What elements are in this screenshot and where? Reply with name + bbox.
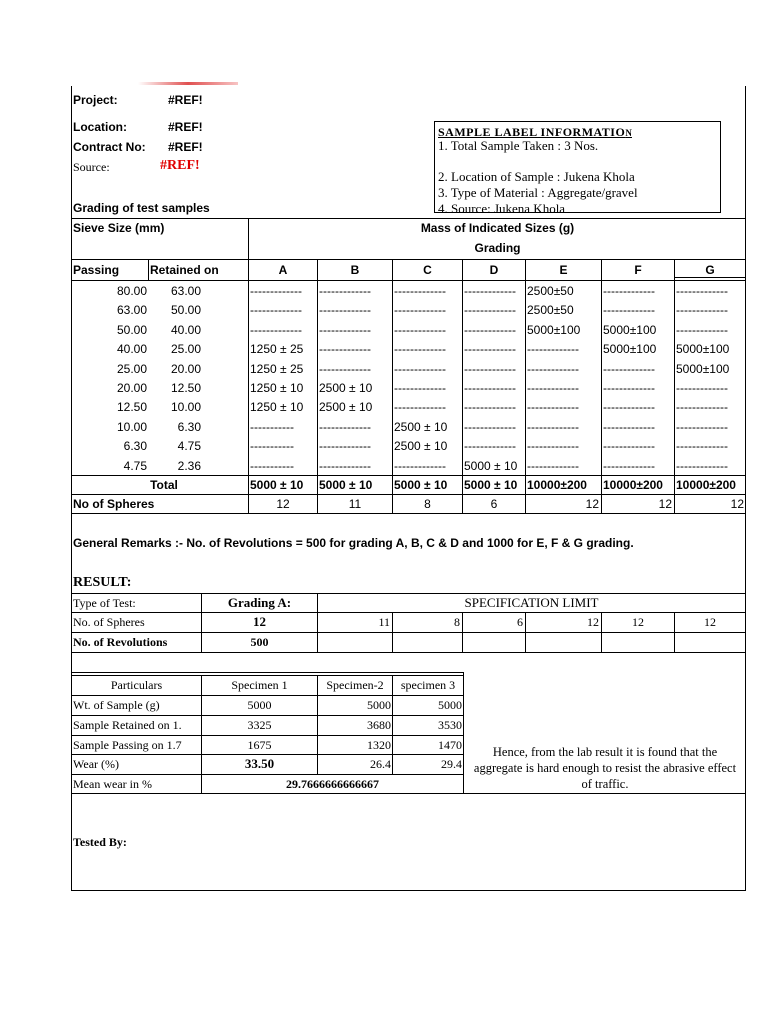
grading-cell-f: ------------- — [603, 400, 655, 415]
sample-label-line4: 4. Source: Jukena Khola — [438, 201, 566, 213]
gt-line-cols — [71, 280, 746, 281]
column-c-header: C — [423, 263, 432, 277]
total-f: 10000±200 — [603, 478, 663, 492]
grading-cell-c: ------------- — [394, 303, 446, 318]
passing-cell: 40.00 — [116, 342, 147, 357]
specimen-1-value: 33.50 — [244, 756, 275, 771]
specification-limit: SPECIFICATION LIMIT — [464, 595, 599, 610]
grading-cell-c: 2500 ± 10 — [394, 419, 448, 434]
sieve-size-header: Sieve Size (mm) — [73, 221, 165, 235]
gt-vline-bc — [392, 259, 393, 513]
retained-cell: 20.00 — [170, 361, 201, 376]
grading-cell-b: ------------- — [319, 303, 371, 318]
grading-cell-g: ------------- — [676, 400, 728, 415]
retained-cell: 63.00 — [170, 284, 201, 298]
column-a-header: A — [278, 263, 288, 277]
total-e: 10000±200 — [527, 478, 587, 492]
grading-cell-e: ------------- — [527, 458, 579, 473]
retained-cell: 4.75 — [177, 439, 201, 454]
grading-cell-b: 2500 ± 10 — [319, 400, 373, 415]
spheres-b: 11 — [348, 497, 362, 511]
retained-cell: 6.30 — [177, 419, 201, 434]
grading-cell-b: ------------- — [319, 322, 371, 337]
general-remarks: General Remarks :- No. of Revolutions = 500 for grading A, B, C & D and 1000 for E, F & G grading. — [73, 536, 634, 550]
gt-vline-ef — [601, 259, 602, 513]
grading-cell-g: ------------- — [676, 458, 728, 473]
grading-cell-d: ------------- — [464, 400, 516, 415]
grading-cell-f: 5000±100 — [603, 322, 657, 337]
grading-cell-b: 2500 ± 10 — [319, 381, 373, 395]
column-b-header: B — [350, 263, 360, 277]
grading-cell-d: ------------- — [464, 439, 516, 454]
spheres-g: 12 — [730, 497, 744, 511]
grading-cell-c: ------------- — [394, 458, 446, 473]
grading-cell-e: ------------- — [527, 342, 579, 357]
particulars-row-label: Wear (%) — [73, 757, 120, 771]
grading-cell-g: 5000±100 — [676, 342, 730, 357]
no-of-revolutions-label: No. of Revolutions — [73, 635, 168, 649]
grading-cell-c: ------------- — [394, 400, 446, 415]
gt-vline-passing — [148, 259, 149, 281]
gt-vline-fg — [674, 259, 675, 513]
retained-cell: 12.50 — [170, 381, 201, 395]
grading-cell-b: ------------- — [319, 458, 371, 473]
grading-cell-d: ------------- — [464, 381, 516, 395]
grading-cell-d: ------------- — [464, 419, 516, 434]
grading-cell-b: ------------- — [319, 439, 371, 454]
column-d-header: D — [489, 263, 499, 277]
grading-cell-d: 5000 ± 10 — [464, 458, 518, 473]
grading-label: Grading — [474, 241, 521, 255]
spec-spheres-c: 8 — [454, 615, 460, 629]
grading-cell-g: ------------- — [676, 322, 728, 337]
frame-bottom — [71, 890, 746, 891]
rs-line-3 — [71, 652, 746, 653]
grading-cell-f: ------------- — [603, 303, 655, 318]
grading-cell-g: 5000±100 — [676, 361, 730, 376]
grading-cell-b: ------------- — [319, 361, 371, 376]
result-heading: RESULT: — [73, 575, 132, 590]
location-label: Location: — [73, 120, 127, 134]
no-of-spheres-label: No. of Spheres — [73, 615, 145, 629]
retained-header: Retained on — [150, 263, 219, 277]
specimen-3-value: 1470 — [438, 738, 462, 752]
grading-cell-c: ------------- — [394, 284, 446, 298]
grading-cell-e: ------------- — [527, 439, 579, 454]
specimen-2-value: 26.4 — [370, 757, 391, 771]
grading-cell-a: 1250 ± 25 — [250, 361, 304, 376]
grading-cell-e: ------------- — [527, 400, 579, 415]
retained-cell: 25.00 — [170, 342, 201, 357]
retained-cell: 40.00 — [170, 322, 201, 337]
grading-cell-a: ------------- — [250, 322, 302, 337]
type-of-test-label: Type of Test: — [73, 596, 136, 610]
gt-vline-de — [525, 259, 526, 513]
grading-cell-a: ------------- — [250, 303, 302, 318]
column-g-header: G — [705, 263, 715, 277]
mass-heading: Mass of Indicated Sizes (g) — [420, 221, 575, 235]
rs-line-2 — [71, 632, 746, 633]
grading-cell-f: ------------- — [603, 419, 655, 434]
grading-cell-a: 1250 ± 10 — [250, 381, 304, 395]
source-value: #REF! — [160, 158, 200, 173]
project-value: #REF! — [168, 93, 203, 107]
sample-label-line3: 3. Type of Material : Aggregate/gravel — [438, 185, 638, 200]
grading-cell-g: ------------- — [676, 284, 728, 298]
spec-spheres-g: 12 — [704, 615, 716, 629]
specimen-2-value: 3680 — [367, 718, 391, 732]
specimen-2-value: 5000 — [367, 698, 391, 712]
grading-cell-a: 1250 ± 25 — [250, 342, 304, 357]
gt-line-bottom — [71, 513, 746, 514]
specimen-3-value: 3530 — [438, 718, 462, 732]
grading-cell-e: ------------- — [527, 381, 579, 395]
passing-cell: 12.50 — [116, 400, 147, 415]
sample-label-box — [434, 121, 721, 213]
column-e-header: E — [559, 263, 568, 277]
no-of-revolutions-value: 500 — [250, 635, 269, 649]
specimen-1-value: 1675 — [247, 738, 272, 752]
total-b: 5000 ± 10 — [319, 478, 373, 492]
red-mark — [138, 82, 238, 85]
spheres-e: 12 — [585, 497, 599, 511]
passing-cell: 10.00 — [116, 419, 147, 434]
specimen-3-value: 5000 — [438, 698, 462, 712]
particulars-header: Particulars — [110, 678, 163, 692]
grading-cell-f: 5000±100 — [603, 342, 657, 357]
mean-wear-value: 29.7666666666667 — [286, 777, 379, 791]
sample-label-line2: 2. Location of Sample : Jukena Khola — [438, 169, 635, 184]
retained-cell: 50.00 — [170, 303, 201, 318]
specimen-2-value: 1320 — [367, 738, 391, 752]
spheres-c: 8 — [424, 497, 431, 511]
grading-cell-g: ------------- — [676, 439, 728, 454]
grading-cell-f: ------------- — [603, 284, 655, 298]
grading-a-value: Grading A: — [227, 595, 292, 610]
grading-cell-a: ----------- — [250, 419, 294, 434]
grading-cell-e: ------------- — [527, 419, 579, 434]
gt-vline-cd — [462, 259, 463, 513]
grading-cell-g: ------------- — [676, 303, 728, 318]
grading-cell-c: 2500 ± 10 — [394, 439, 448, 454]
grading-cell-f: ------------- — [603, 439, 655, 454]
specimen-3-value: 29.4 — [441, 757, 462, 771]
spec-spheres-d: 6 — [517, 615, 523, 629]
spec-spheres-e: 12 — [587, 615, 599, 629]
total-g: 10000±200 — [676, 478, 736, 492]
sample-label-title: SAMPLE LABEL INFORMATION — [438, 125, 633, 139]
total-a: 5000 ± 10 — [250, 478, 304, 492]
contract-value: #REF! — [168, 140, 203, 154]
passing-cell: 25.00 — [116, 361, 147, 376]
spheres-f: 12 — [658, 497, 672, 511]
total-label: Total — [150, 478, 178, 492]
grading-heading: Grading of test samples — [73, 201, 210, 215]
grading-cell-f: ------------- — [603, 458, 655, 473]
passing-cell: 80.00 — [116, 284, 147, 298]
grading-cell-c: ------------- — [394, 322, 446, 337]
column-f-header: F — [634, 263, 642, 277]
pt-vline-4 — [463, 672, 464, 793]
particulars-row-label: Wt. of Sample (g) — [73, 698, 160, 712]
mean-wear-label: Mean wear in % — [73, 777, 152, 791]
grading-cell-e: 2500±50 — [527, 303, 574, 318]
grading-cell-d: ------------- — [464, 303, 516, 318]
specimen-1-value: 5000 — [247, 698, 272, 712]
particulars-row-label: Sample Passing on 1.7 — [73, 738, 182, 752]
grading-cell-b: ------------- — [319, 419, 371, 434]
pt-line-top-outer — [71, 672, 464, 673]
grading-cell-d: ------------- — [464, 322, 516, 337]
tested-by-label: Tested By: — [73, 835, 127, 849]
frame-right — [745, 86, 746, 891]
no-of-spheres-value: 12 — [253, 614, 266, 629]
grading-cell-a: ----------- — [250, 458, 294, 473]
spheres-a: 12 — [276, 497, 290, 511]
grading-cell-d: ------------- — [464, 284, 516, 298]
spheres-d: 6 — [490, 497, 498, 511]
spec-spheres-f: 12 — [632, 615, 644, 629]
conclusion-text: Hence, from the lab result it is found that the aggregate is hard enough to resist the abrasive effect of traffic. — [473, 745, 737, 791]
passing-cell: 63.00 — [116, 303, 147, 318]
grading-cell-c: ------------- — [394, 361, 446, 376]
grading-cell-e: 5000±100 — [527, 322, 581, 337]
passing-cell: 4.75 — [123, 458, 147, 473]
grading-cell-c: ------------- — [394, 342, 446, 357]
grading-cell-d: ------------- — [464, 361, 516, 376]
gt-line-grading — [249, 259, 746, 260]
specimen-1-header: Specimen 1 — [231, 678, 288, 692]
gt-line-head — [71, 259, 249, 260]
retained-cell: 10.00 — [170, 400, 201, 415]
project-label: Project: — [73, 93, 118, 107]
grading-cell-a: ----------- — [250, 439, 294, 454]
retained-cell: 2.36 — [177, 458, 201, 473]
specimen-2-header: Specimen-2 — [326, 678, 384, 692]
passing-header: Passing — [73, 263, 120, 277]
particulars-row-label: Sample Retained on 1. — [73, 718, 182, 732]
grading-cell-c: ------------- — [394, 381, 446, 395]
grading-cell-a: 1250 ± 10 — [250, 400, 304, 415]
grading-cell-b: ------------- — [319, 342, 371, 357]
contract-label: Contract No: — [73, 140, 146, 154]
passing-cell: 20.00 — [116, 381, 147, 395]
grading-cell-d: ------------- — [464, 342, 516, 357]
specimen-3-header: specimen 3 — [400, 678, 456, 692]
source-label: Source: — [73, 160, 110, 174]
specimen-1-value: 3325 — [247, 718, 272, 732]
passing-cell: 50.00 — [116, 322, 147, 337]
frame-left — [71, 86, 72, 891]
grading-cell-f: ------------- — [603, 381, 655, 395]
total-c: 5000 ± 10 — [394, 478, 448, 492]
passing-cell: 6.30 — [123, 439, 147, 454]
total-d: 5000 ± 10 — [464, 478, 518, 492]
grading-cell-g: ------------- — [676, 419, 728, 434]
sample-label-line1: 1. Total Sample Taken : 3 Nos. — [438, 138, 599, 153]
grading-cell-e: 2500±50 — [527, 284, 574, 298]
grading-cell-g: ------------- — [676, 381, 728, 395]
grading-cell-f: ------------- — [603, 361, 655, 376]
spheres-label: No of Spheres — [73, 497, 155, 511]
gt-vline-ab — [317, 259, 318, 513]
pt-line-bottom — [71, 793, 746, 794]
grading-cell-a: ------------- — [250, 284, 302, 298]
spec-spheres-b: 11 — [378, 615, 390, 629]
location-value: #REF! — [168, 120, 203, 134]
grading-cell-b: ------------- — [319, 284, 371, 298]
grading-cell-e: ------------- — [527, 361, 579, 376]
